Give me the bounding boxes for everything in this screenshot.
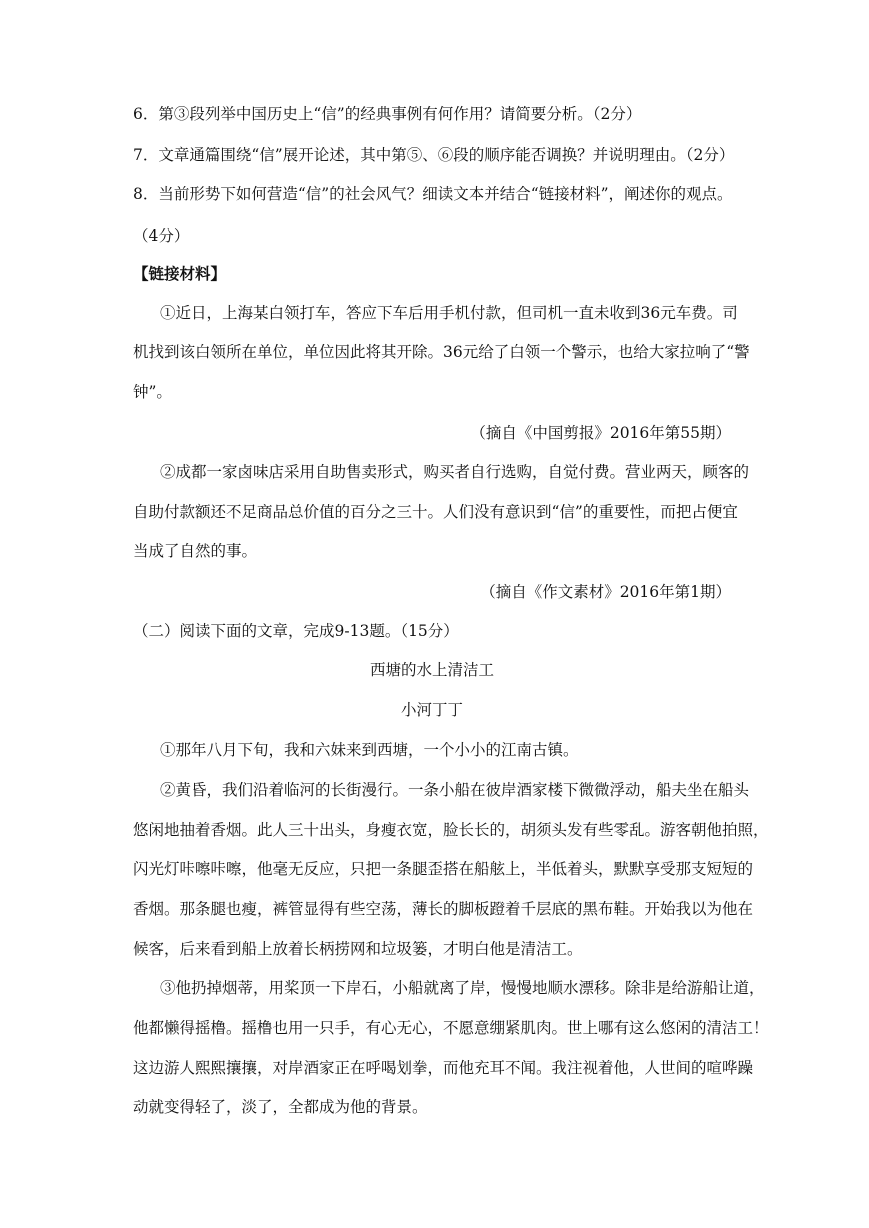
link-material-2-line-1: ②成都一家卤味店采用自助售卖形式，购买者自行选购，自觉付费。营业两天，顾客的 (160, 463, 750, 481)
question-8-line-2: （4分） (133, 227, 190, 245)
paragraph-3-line-4: 动就变得轻了，淡了，全都成为他的背景。 (133, 1098, 428, 1116)
question-8-line-1: 8．当前形势下如何营造“信”的社会风气？细读文本并结合“链接材料”，阐述你的观点。 (133, 185, 733, 203)
link-material-1-line-2: 机找到该白领所在单位，单位因此将其开除。36元给了白领一个警示，也给大家拉响了“警 (133, 343, 750, 361)
paragraph-2-line-3: 闪光灯咔嚓咔嚓，他毫无反应，只把一条腿歪搭在船舷上，半低着头，默默享受那支短短的 (133, 860, 754, 878)
paragraph-1-line-1: ①那年八月下旬，我和六妹来到西塘，一个小小的江南古镇。 (160, 741, 579, 759)
article-title: 西塘的水上清洁工 (369, 661, 494, 679)
article-author: 小河丁丁 (400, 701, 463, 719)
paragraph-2-line-5: 候客，后来看到船上放着长柄捞网和垃圾篓，才明白他是清洁工。 (133, 940, 583, 958)
section-2-instruction: （二）阅读下面的文章，完成9-13题。（15分） (133, 622, 459, 640)
paragraph-2-line-1: ②黄昏，我们沿着临河的长街漫行。一条小船在彼岸酒家楼下微微浮动，船夫坐在船头 (160, 781, 750, 799)
paragraph-2-line-2: 悠闲地抽着香烟。此人三十出头，身瘦衣宽，脸长长的，胡须头发有些零乱。游客朝他拍照， (133, 821, 769, 839)
paragraph-2-line-4: 香烟。那条腿也瘦，裤管显得有些空荡，薄长的脚板蹬着千层底的黑布鞋。开始我以为他在 (133, 900, 754, 918)
link-material-heading: 【链接材料】 (133, 264, 227, 283)
question-6: 6．第③段列举中国历史上“信”的经典事例有何作用？请简要分析。（2分） (133, 105, 642, 123)
paragraph-3-line-3: 这边游人熙熙攘攘，对岸酒家正在呼喝划拳，而他充耳不闻。我注视着他，人世间的喧哗躁 (133, 1059, 754, 1077)
link-material-2-source: （摘自《作文素材》2016年第1期） (480, 583, 731, 601)
link-material-1-source: （摘自《中国剪报》2016年第55期） (470, 424, 731, 442)
link-material-1-line-3: 钟”。 (133, 383, 172, 401)
paragraph-3-line-2: 他都懒得摇橹。摇橹也用一只手，有心无心，不愿意绷紧肌肉。世上哪有这么悠闲的清洁工！ (133, 1019, 769, 1037)
paragraph-3-line-1: ③他扔掉烟蒂，用桨顶一下岸石，小船就离了岸，慢慢地顺水漂移。除非是给游船让道， (160, 979, 765, 997)
link-material-1-line-1: ①近日，上海某白领打车，答应下车后用手机付款，但司机一直未收到36元车费。司 (160, 304, 738, 322)
link-material-2-line-3: 当成了自然的事。 (133, 542, 258, 560)
link-material-2-line-2: 自助付款额还不足商品总价值的百分之三十。人们没有意识到“信”的重要性，而把占便宜 (133, 503, 738, 521)
question-7: 7．文章通篇围绕“信”展开论述，其中第⑤、⑥段的顺序能否调换？并说明理由。（2分） (133, 146, 735, 164)
